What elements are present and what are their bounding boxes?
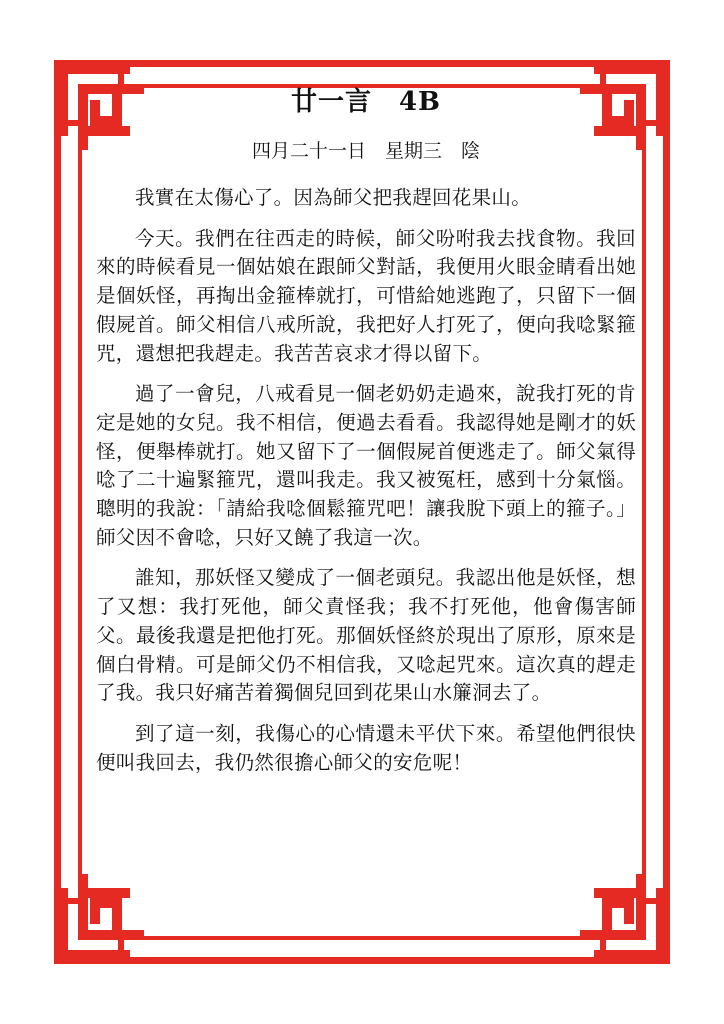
document-title: 廿一言 4B [290, 87, 442, 117]
date-line: 四月二十一日 星期三 陰 [251, 140, 480, 162]
document-body [96, 184, 636, 777]
paragraph-3: 過了一會兒，八戒看見一個老奶奶走過來，說我打死的肯定是她的女兒。我不相信，便過去看看。我認得她是剛才的妖怪，便舉棒就打。她又留下了一個假屍首便逃走了。師父氣得唸了二十遍緊箍咒，還叫我走。我又被冤枉，感到十分氣惱。聰明的我說：「請給我唸個鬆箍咒吧！讓我脫下頭上的箍子。」師父因不會唸，只好又饒了我這一次。 [96, 382, 636, 549]
paragraph-5: 到了這一刻，我傷心的心情還未平伏下來。希望他們很快便叫我回去，我仍然很擔心師父的安危呢！ [96, 721, 636, 774]
diary-document [96, 82, 636, 789]
paragraph-1: 我實在太傷心了。因為師父把我趕回花果山。 [135, 186, 532, 209]
paragraph-4: 誰知，那妖怪又變成了一個老頭兒。我認出他是妖怪，想了又想：我打死他，師父責怪我；我不打死他，他會傷害師父。最後我還是把他打死。那個妖怪終於現出了原形，原來是個白骨精。可是師父仍不相信我，又唸起咒來。這次真的趕走了我。我只好痛苦着獨個兒回到花果山水簾洞去了。 [96, 566, 636, 705]
paragraph-2: 今天。我們在往西走的時候，師父吩咐我去找食物。我回來的時候看見一個姑娘在跟師父對話，我便用火眼金睛看出她是個妖怪，再掏出金箍棒就打，可惜給她逃跑了，只留下一個假屍首。師父相信八戒所說，我把好人打死了，便向我唸緊箍咒，還想把我趕走。我苦苦哀求才得以留下。 [96, 226, 636, 365]
